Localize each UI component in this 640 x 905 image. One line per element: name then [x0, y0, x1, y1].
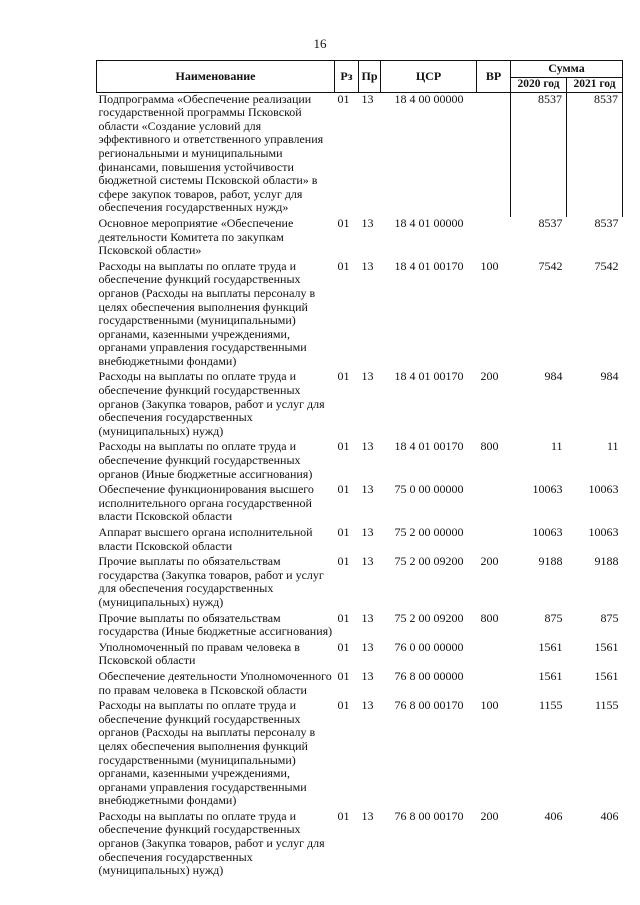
- row-csr: 75 2 00 09200: [394, 610, 464, 625]
- row-name: Основное мероприятие «Обеспечение деятельности Комитета по закупкам Псковской области»: [98, 215, 294, 258]
- row-pr: 13: [361, 482, 374, 497]
- row-csr: 18 4 00 00000: [394, 91, 464, 106]
- row-pr: 13: [361, 91, 374, 106]
- row-vr: [477, 670, 511, 699]
- row-rz: 01: [337, 369, 350, 384]
- row-name: Обеспечение функционирования высшего исполнительного органа государственной власти Псковской области: [98, 482, 314, 524]
- row-rz: 01: [337, 698, 350, 713]
- row-pr: 13: [361, 668, 374, 683]
- row-sum-2020: 10063: [532, 525, 563, 539]
- row-rz: 01: [337, 91, 350, 106]
- row-csr: 75 0 00 00000: [394, 482, 464, 497]
- row-sum-2021: 8537: [594, 215, 619, 230]
- row-pr: 13: [361, 610, 374, 625]
- table-row: [97, 217, 623, 260]
- row-rz: 01: [337, 808, 350, 823]
- row-name: Расходы на выплаты по оплате труда и обеспечение функций государственных органов (Иные бюджетные ассигнования): [98, 439, 313, 481]
- row-sum-2020: 406: [544, 808, 563, 823]
- row-rz: 01: [337, 668, 350, 683]
- row-csr: 75 2 00 00000: [394, 525, 464, 539]
- row-sum-2020: 1155: [538, 698, 563, 713]
- row-rz: 01: [337, 482, 350, 497]
- row-pr: 13: [361, 439, 374, 454]
- row-vr: 800: [480, 439, 499, 454]
- row-rz: 01: [337, 258, 350, 273]
- row-name: Аппарат высшего органа исполнительной власти Псковской области: [98, 525, 313, 553]
- table-row: [97, 92, 623, 217]
- row-sum-2021: 406: [600, 808, 619, 823]
- row-sum-2020: 984: [544, 369, 563, 384]
- row-sum-2021: 7542: [594, 258, 619, 273]
- row-vr: 800: [480, 610, 499, 625]
- budget-table-container: [96, 60, 622, 880]
- row-csr: 76 8 00 00000: [394, 668, 464, 683]
- table-row: [97, 260, 623, 371]
- row-rz: 01: [337, 439, 350, 454]
- row-pr: 13: [361, 369, 374, 384]
- row-pr: 13: [361, 215, 374, 230]
- row-sum-2020: 7542: [538, 258, 563, 273]
- row-csr: 18 4 01 00170: [394, 369, 464, 384]
- table-row: [97, 699, 623, 810]
- row-sum-2021: 1561: [594, 668, 619, 683]
- table-body: [97, 92, 623, 880]
- row-pr: 13: [361, 639, 374, 654]
- row-vr: [477, 526, 511, 555]
- row-rz: 01: [337, 554, 350, 569]
- row-vr: [477, 92, 511, 217]
- row-name: Прочие выплаты по обязательствам государства (Иные бюджетные ассигнования): [98, 610, 333, 639]
- row-name: Обеспечение деятельности Уполномоченного по правам человека в Псковской области: [98, 668, 332, 697]
- row-sum-2020: 11: [550, 439, 563, 454]
- header-csr: ЦСР: [381, 61, 477, 93]
- row-sum-2021: 1561: [594, 639, 619, 654]
- row-sum-2020: 10063: [532, 482, 563, 497]
- row-rz: 01: [337, 610, 350, 625]
- header-name: Наименование: [97, 61, 335, 93]
- row-pr: 13: [361, 258, 374, 273]
- row-rz: 01: [337, 639, 350, 654]
- row-name: Расходы на выплаты по оплате труда и обеспечение функций государственных органов (Расходы на выплаты персоналу в целях обеспечения выполнения функций государственными (муниципальными) органами, казенными учреждениями, органами управления государственными внебюджетными фондами): [98, 698, 316, 808]
- row-csr: 76 0 00 00000: [394, 639, 464, 654]
- row-pr: 13: [361, 698, 374, 713]
- row-sum-2020: 8537: [538, 215, 563, 230]
- budget-table: [96, 60, 623, 880]
- row-sum-2020: 9188: [538, 554, 563, 569]
- row-name: Расходы на выплаты по оплате труда и обеспечение функций государственных органов (Закупка товаров, работ и услуг для обеспечения государственных (муниципальных) нужд): [98, 808, 325, 878]
- table-row: [97, 641, 623, 670]
- row-name: Прочие выплаты по обязательствам государства (Закупка товаров, работ и услуг для обеспечения государственных (муниципальных) нужд): [98, 554, 324, 609]
- row-vr: 100: [480, 698, 499, 713]
- row-sum-2020: 875: [544, 610, 563, 625]
- table-row: [97, 440, 623, 483]
- table-header: [97, 61, 623, 93]
- row-sum-2021: 10063: [588, 525, 619, 539]
- header-sum: Сумма: [511, 61, 623, 78]
- row-vr: [477, 641, 511, 670]
- row-sum-2021: 1155: [594, 698, 619, 713]
- row-sum-2020: 8537: [511, 92, 567, 217]
- row-rz: 01: [337, 525, 350, 539]
- table-row: [97, 555, 623, 611]
- row-sum-2020: 1561: [538, 668, 563, 683]
- row-vr: 200: [480, 808, 499, 823]
- row-name: Расходы на выплаты по оплате труда и обеспечение функций государственных органов (Расходы на выплаты персоналу в целях обеспечения выполнения функций государственными (муниципальными) органами, казенными учреждениями, органами управления государственными внебюджетными фондами): [98, 258, 316, 368]
- row-name: Уполномоченный по правам человека в Псковской области: [98, 639, 300, 668]
- header-year-2021: 2021 год: [567, 78, 623, 93]
- row-name: Расходы на выплаты по оплате труда и обеспечение функций государственных органов (Закупка товаров, работ и услуг для обеспечения государственных (муниципальных) нужд): [98, 369, 325, 438]
- row-sum-2021: 984: [600, 369, 619, 384]
- row-sum-2021: 9188: [594, 554, 619, 569]
- row-csr: 18 4 01 00170: [394, 258, 464, 273]
- row-sum-2021: 875: [600, 610, 619, 625]
- row-sum-2020: 1561: [538, 639, 563, 654]
- row-sum-2021: 10063: [588, 482, 619, 497]
- header-year-2020: 2020 год: [511, 78, 567, 93]
- row-csr: 76 8 00 00170: [394, 698, 464, 713]
- row-vr: [477, 217, 511, 260]
- row-csr: 18 4 01 00170: [394, 439, 464, 454]
- row-sum-2021: 11: [606, 439, 619, 454]
- row-vr: 100: [480, 258, 499, 273]
- table-row: [97, 370, 623, 440]
- header-pr: Пр: [359, 61, 381, 93]
- row-sum-2021: 8537: [567, 92, 623, 217]
- row-pr: 13: [361, 808, 374, 823]
- row-rz: 01: [337, 215, 350, 230]
- row-vr: [477, 483, 511, 526]
- row-vr: 200: [480, 369, 499, 384]
- table-row: [97, 483, 623, 526]
- table-row: [97, 810, 623, 880]
- row-csr: 75 2 00 09200: [394, 554, 464, 569]
- table-row: [97, 612, 623, 641]
- page-number: 16: [313, 36, 327, 51]
- row-csr: 18 4 01 00000: [394, 215, 464, 230]
- row-csr: 76 8 00 00170: [394, 808, 464, 823]
- header-rz: Рз: [335, 61, 359, 93]
- table-row: [97, 670, 623, 699]
- table-row: [97, 526, 623, 555]
- row-name: Подпрограмма «Обеспечение реализации государственной программы Псковской области «Создание условий для эффективного и ответственного управления региональными и муниципальными финансами, повышения устойчивости бюджетной системы Псковской области» в сфере закупок товаров, работ, услуг для обеспечения государственных нужд»: [98, 91, 324, 215]
- row-pr: 13: [361, 525, 374, 539]
- header-vr: ВР: [477, 61, 511, 93]
- row-pr: 13: [361, 554, 374, 569]
- row-vr: 200: [480, 554, 499, 569]
